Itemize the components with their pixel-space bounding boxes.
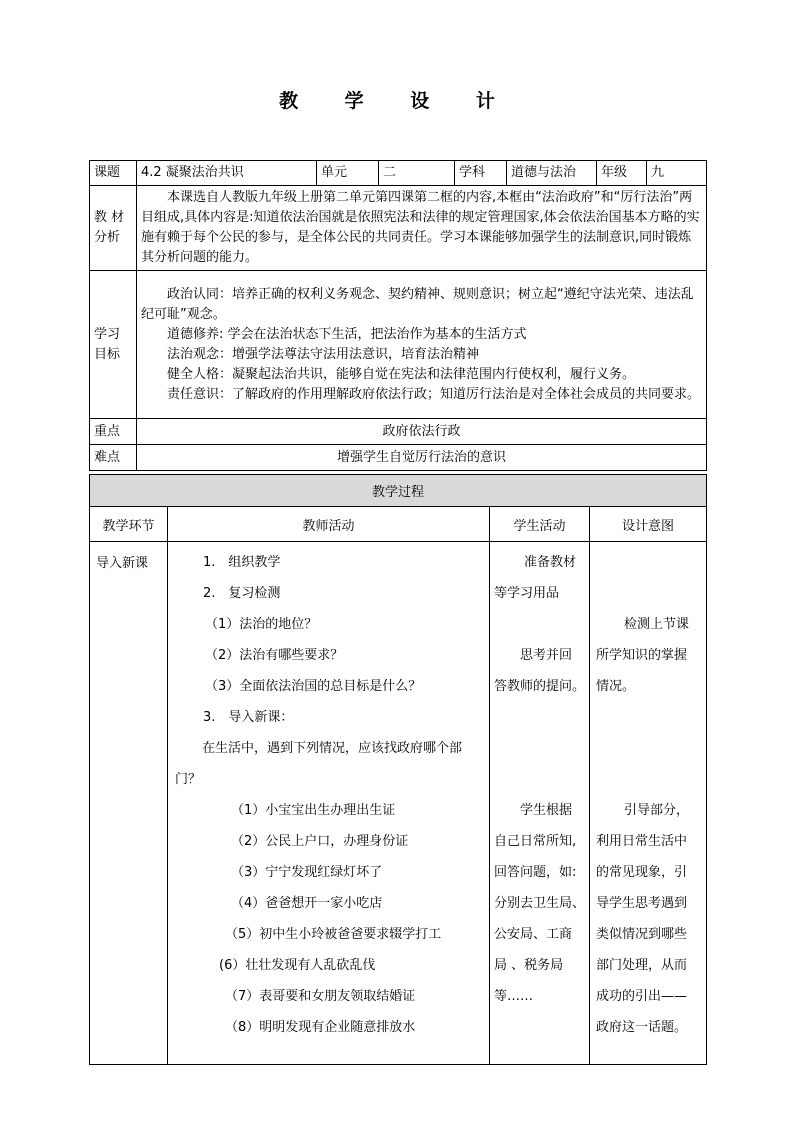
design-line: 导学生思考遇到 <box>596 896 688 911</box>
difficulty-value: 增强学生自觉厉行法治的意识 <box>137 445 707 471</box>
teacher-line: (6）壮壮发现有人乱砍乱伐 <box>219 958 376 973</box>
unit-value: 二 <box>379 161 455 186</box>
design-line: 检测上节课 <box>624 617 690 632</box>
unit-label: 单元 <box>317 161 379 186</box>
student-line: 公安局、工商 <box>494 927 573 942</box>
teacher-line: （2）法治有哪些要求？ <box>205 648 344 663</box>
student-line: 准备教材 <box>524 555 577 570</box>
grade-value: 九 <box>647 161 707 186</box>
student-line: 答教师的提问。 <box>494 679 586 694</box>
goal-personality: 健全人格：凝聚起法治共识，能够自觉在宪法和法律范围内行使权利，履行义务。 <box>167 366 636 382</box>
design-line: 所学知识的掌握 <box>596 648 688 663</box>
header-student: 学生活动 <box>490 507 590 542</box>
teacher-line: （8）明明发现有企业随意排放水 <box>225 1020 416 1035</box>
student-line <box>494 733 588 764</box>
teacher-line: （1）法治的地位？ <box>205 617 318 632</box>
topic-label: 课题 <box>90 161 137 186</box>
analysis-label <box>90 186 137 271</box>
teacher-line: 1. 组织教学 <box>203 555 281 570</box>
design-line: 利用日常生活中 <box>596 834 688 849</box>
design-line: 引导部分， <box>624 803 690 818</box>
process-section-title: 教学过程 <box>90 475 707 507</box>
goals-label <box>90 271 137 419</box>
student-line <box>494 764 588 795</box>
analysis-label-line2: 分析 <box>94 230 121 245</box>
goals-label-line1: 学习 <box>94 326 121 342</box>
goal-law: 法治观念：增强学法尊法守法用法意识，培育法治精神 <box>167 346 480 362</box>
teacher-line: （4）爸爸想开一家小吃店 <box>231 896 383 911</box>
teacher-line: 3. 导入新课： <box>203 710 294 725</box>
teacher-line: 在生活中，遇到下列情况，应该找政府哪个部 <box>202 741 463 756</box>
teacher-line: 门？ <box>175 772 202 787</box>
design-line <box>596 702 705 733</box>
subject-value: 道德与法治 <box>507 161 597 186</box>
goals-cell <box>137 271 707 419</box>
student-line: 思考并回 <box>520 648 573 663</box>
header-design: 设计意图 <box>590 507 707 542</box>
teacher-line: （7）表哥要和女朋友领取结婚证 <box>225 989 416 1004</box>
design-line <box>596 578 705 609</box>
teaching-process-table <box>89 474 707 1065</box>
key-label: 重点 <box>90 419 137 445</box>
teacher-line: （1）小宝宝出生办理出生证 <box>231 803 396 818</box>
goal-political: 政治认同：培养正确的权利义务观念、契约精神、规则意识；树立起“遵纪守法光荣、违法乱纪可耻”观念。 <box>141 286 694 322</box>
lesson-info-table <box>89 160 707 471</box>
design-intent <box>590 542 707 1065</box>
design-line <box>596 764 705 795</box>
goal-moral: 道德修养: 学会在法治状态下生活，把法治作为基本的生活方式 <box>167 326 527 342</box>
key-value: 政府依法行政 <box>137 419 707 445</box>
teacher-line: （3）宁宁发现红绿灯坏了 <box>231 865 383 880</box>
goal-responsibility: 责任意识：了解政府的作用理解政府依法行政；知道厉行法治是对全体社会成员的共同要求。 <box>167 386 701 402</box>
student-activity <box>490 542 590 1065</box>
design-line: 成功的引出—— <box>596 989 688 1004</box>
student-line: 回答问题，如: <box>494 865 577 880</box>
teacher-activity <box>168 542 490 1065</box>
header-teacher: 教师活动 <box>168 507 490 542</box>
student-line: 自己日常所知, <box>494 834 577 849</box>
teacher-line: 2. 复习检测 <box>203 586 281 601</box>
design-line: 部门处理，从而 <box>596 958 688 973</box>
design-line <box>596 547 705 578</box>
student-line <box>494 702 588 733</box>
student-line: 等…… <box>494 989 534 1004</box>
header-stage: 教学环节 <box>90 507 168 542</box>
student-line: 分别去卫生局、 <box>494 896 586 911</box>
analysis-text-cell <box>137 186 707 271</box>
topic-value: 4.2 凝聚法治共识 <box>137 161 317 186</box>
design-line: 的常见现象，引 <box>596 865 688 880</box>
analysis-label-line1: 教 材 <box>94 210 125 225</box>
student-line <box>494 609 588 640</box>
subject-label: 学科 <box>455 161 507 186</box>
goals-label-line2: 目标 <box>94 346 121 362</box>
design-line: 类似情况到哪些 <box>596 927 688 942</box>
design-line <box>596 733 705 764</box>
teacher-line: （2）公民上户口，办理身份证 <box>231 834 409 849</box>
design-line: 政府这一话题。 <box>596 1020 688 1035</box>
document-title: 教 学 设 计 <box>279 90 515 112</box>
student-line: 学生根据 <box>520 803 573 818</box>
teacher-line: （3）全面依法治国的总目标是什么？ <box>205 679 422 694</box>
student-line: 局 、税务局 <box>494 958 564 973</box>
teacher-line: （5）初中生小玲被爸爸要求辍学打工 <box>225 927 442 942</box>
design-line: 情况。 <box>596 679 636 694</box>
difficulty-label: 难点 <box>90 445 137 471</box>
stage-name: 导入新课 <box>90 542 168 1065</box>
student-line: 等学习用品 <box>494 586 560 601</box>
grade-label: 年级 <box>597 161 647 186</box>
analysis-text: 本课选自人教版九年级上册第二单元第四课第二框的内容,本框由“法治政府”和“厉行法治”两目组成,具体内容是:知道依法治国就是依照宪法和法律的规定管理国家,体会依法治国基本方略的实施有赖于每个公民的参与，是全体公民的共同责任。学习本课能够加强学生的法制意识,同时锻炼其分析问题的能力。 <box>141 190 700 265</box>
